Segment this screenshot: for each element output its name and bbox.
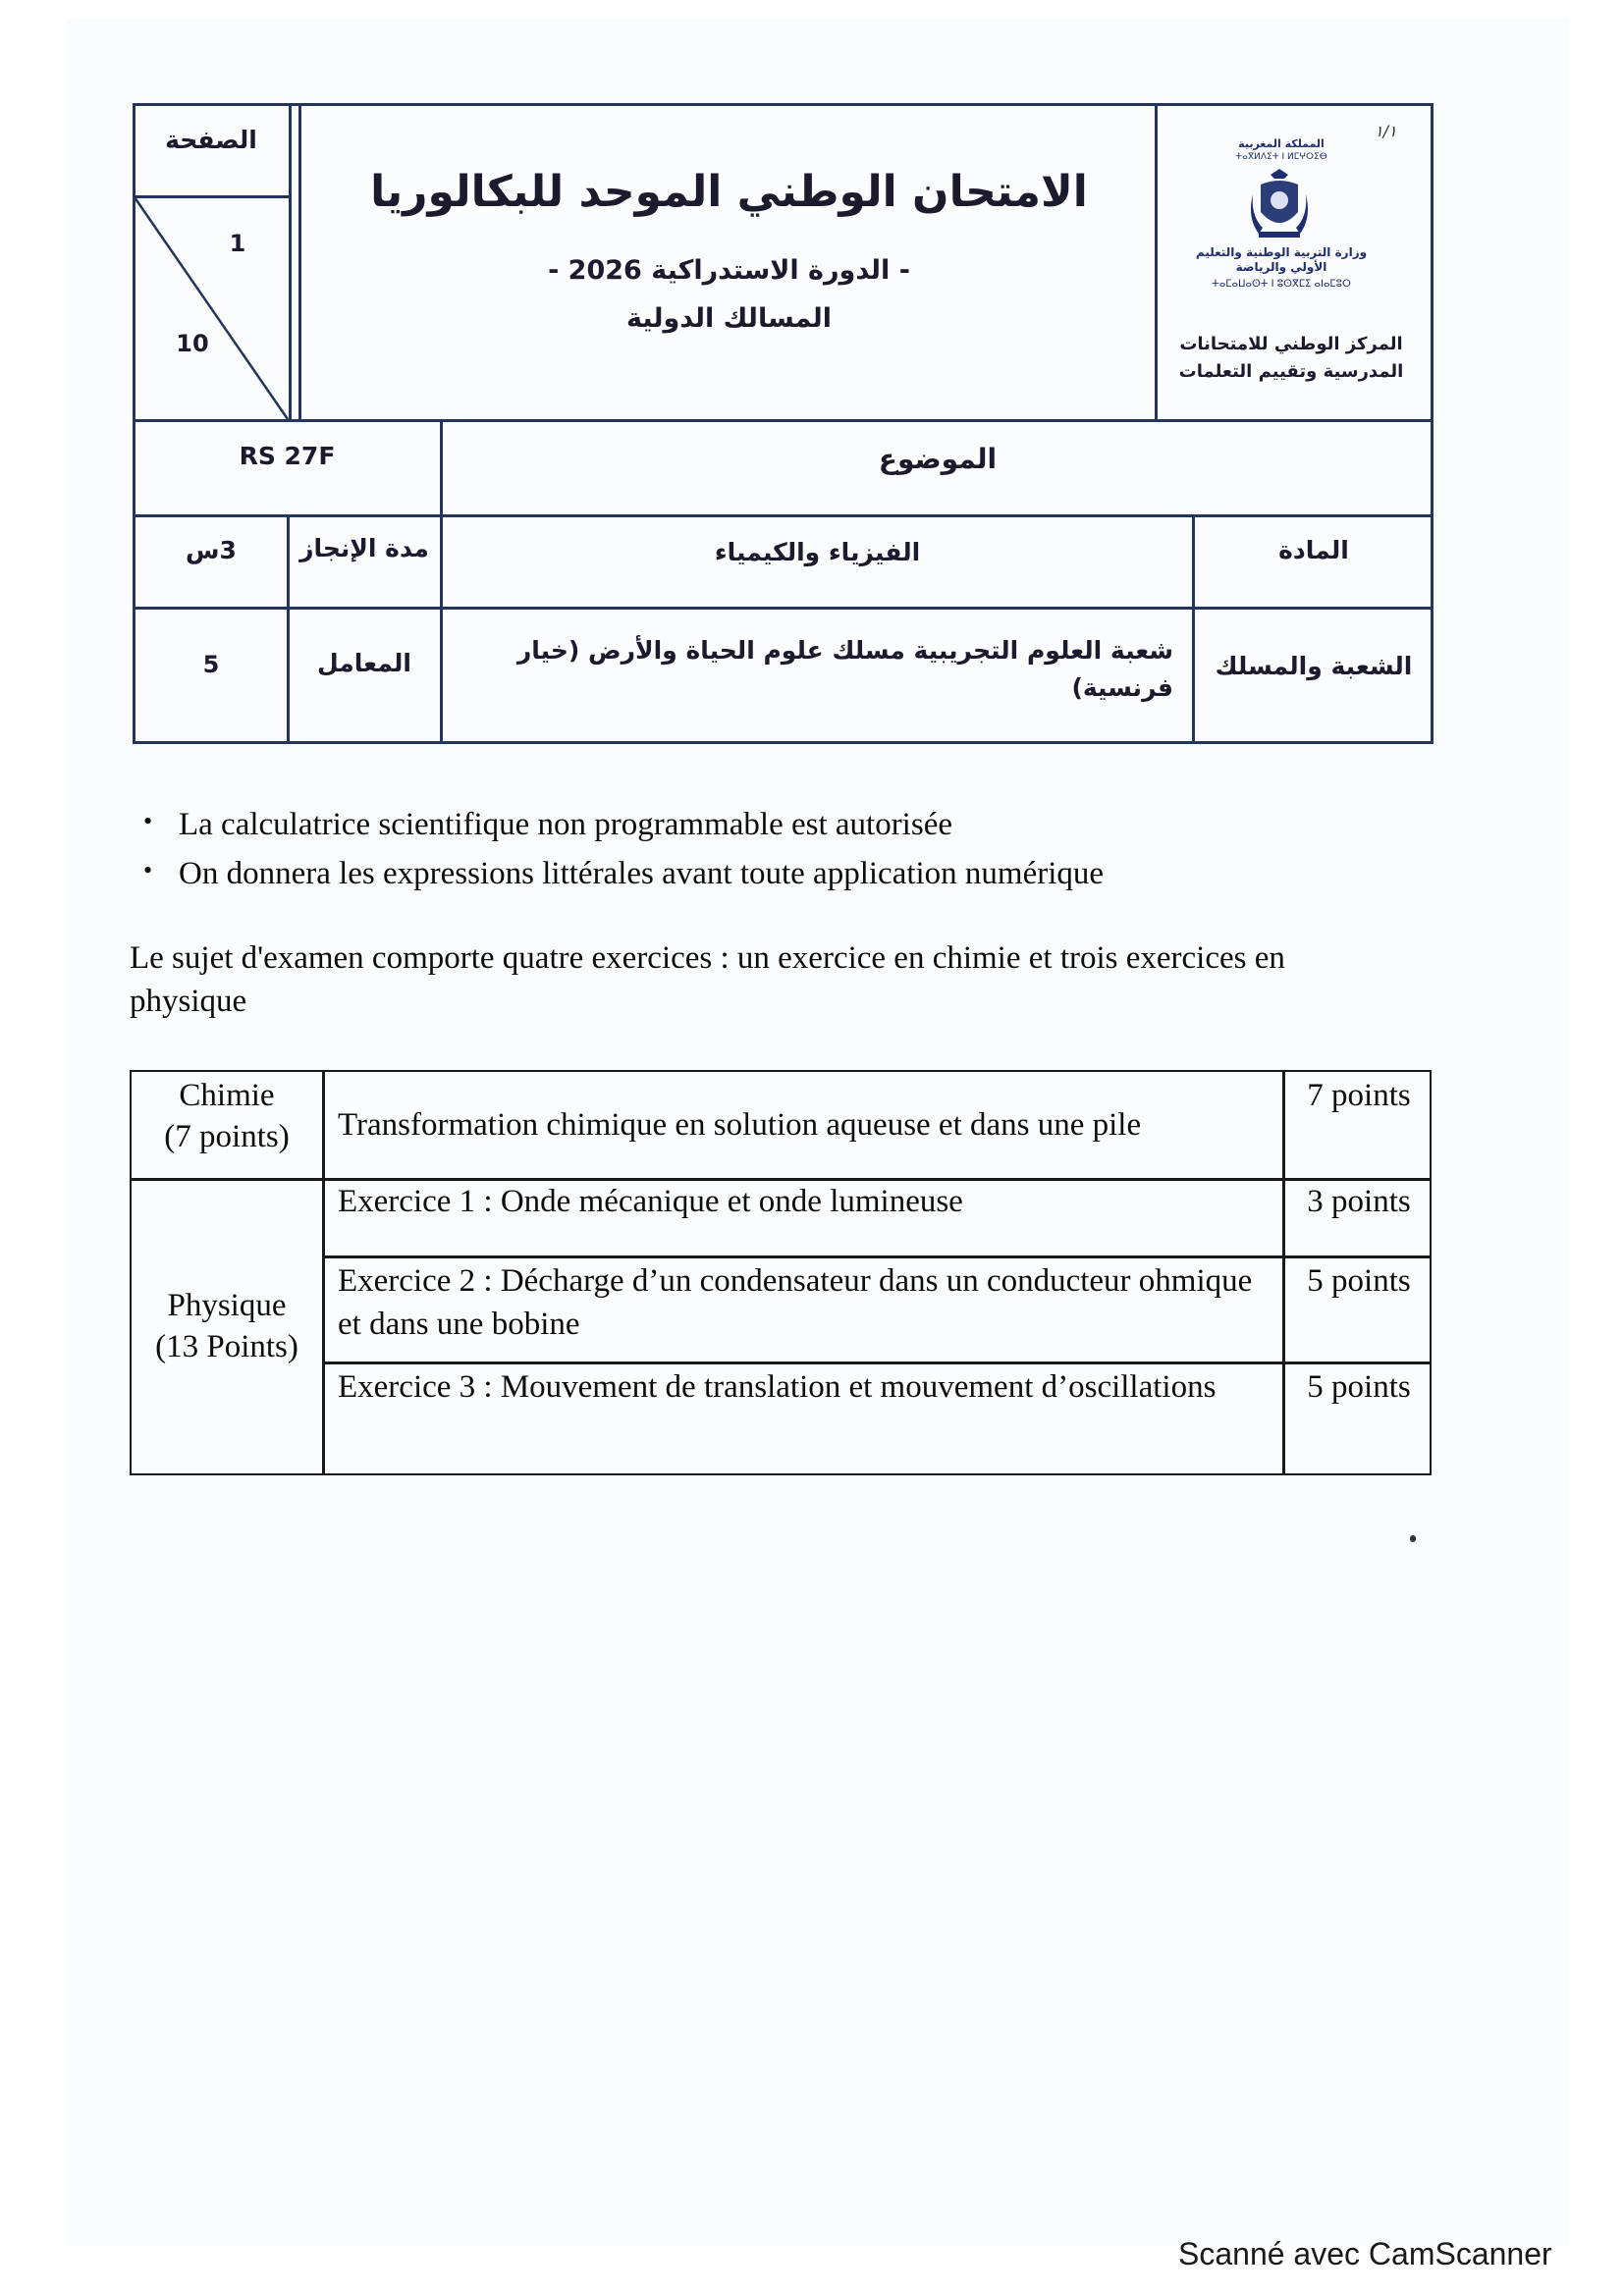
physique-label: Physique: [167, 1288, 287, 1323]
exercise-3-score: 5 points: [1307, 1369, 1411, 1405]
exam-intro: Le sujet d'examen comporte quatre exercices : un exercice en chimie et trois exercices en physique: [130, 940, 1285, 1019]
instruction-item: • On donnera les expressions littérales avant toute application numérique: [143, 856, 1105, 891]
exercise-1-title: Exercice 1 : Onde mécanique et onde lumineuse: [338, 1184, 963, 1219]
center-name-line2: المدرسية وتقييم التعلمات: [1178, 361, 1404, 382]
exam-title: الامتحان الوطني الموحد للبكالوريا: [370, 167, 1088, 217]
duration-label: مدة الإنجاز: [299, 534, 429, 562]
physique-points: (13 Points): [155, 1329, 298, 1364]
camscanner-footer: Scanné avec CamScanner: [1178, 2236, 1552, 2271]
branch-value: شعبة العلوم التجريبية مسلك علوم الحياة والأرض (خيار فرنسية): [516, 636, 1173, 702]
chimie-label: Chimie: [179, 1078, 275, 1113]
page-number: 1: [229, 230, 246, 257]
branch-label: الشعبة والمسلك: [1215, 652, 1413, 680]
chimie-exercise-title: Transformation chimique en solution aqueuse et dans une pile: [338, 1107, 1142, 1143]
ministry-name-ar: وزارة التربية الوطنية والتعليم الأولي والرياضة: [1195, 245, 1368, 274]
instruction-item: • La calculatrice scientifique non programmable est autorisée: [143, 807, 952, 842]
page-label: الصفحة: [165, 126, 257, 154]
corner-mark: ۱/۱: [1375, 122, 1397, 140]
coat-of-arms-icon: [1249, 165, 1310, 241]
page-divider-diagonal: [133, 195, 290, 421]
coef-value: 5: [202, 651, 220, 678]
page-total: 10: [176, 330, 209, 357]
matter-value: الفيزياء والكيمياء: [714, 538, 921, 566]
kingdom-name: المملكة المغربية: [1238, 137, 1325, 150]
scan-speck: [1410, 1535, 1416, 1542]
chimie-points: (7 points): [164, 1119, 290, 1154]
exercise-2-score: 5 points: [1307, 1263, 1411, 1299]
ministry-name-tifinagh: ⵜⴰⵎⴰⵡⴰⵙⵜ ⵏ ⵓⵙⴳⵎⵉ ⴰⵏⴰⵎⵓⵔ: [1212, 279, 1351, 290]
subject-label: الموضوع: [878, 443, 998, 475]
ministry-logo-block: [1159, 110, 1430, 416]
chimie-score: 7 points: [1307, 1078, 1411, 1113]
kingdom-tifinagh: ⵜⴰⴳⵍⴷⵉⵜ ⵏ ⵍⵎⵖⵔⵉⴱ: [1235, 152, 1327, 162]
duration-value: 3س: [186, 536, 237, 564]
matter-label: المادة: [1278, 536, 1349, 564]
exam-code: RS 27F: [239, 442, 336, 470]
exercise-3-title: Exercice 3 : Mouvement de translation et mouvement d’oscillations: [338, 1369, 1217, 1405]
exercise-2-title: Exercice 2 : Décharge d’un condensateur dans un conducteur ohmique et dans une bobine: [338, 1263, 1253, 1342]
exam-track: المسالك الدولية: [625, 303, 833, 334]
exam-session: - الدورة الاستدراكية 2026 -: [548, 255, 910, 286]
coef-label: المعامل: [316, 649, 411, 677]
exercise-1-score: 3 points: [1307, 1184, 1411, 1219]
instructions-list: [137, 807, 1414, 905]
center-name-line1: المركز الوطني للامتحانات: [1179, 334, 1403, 354]
